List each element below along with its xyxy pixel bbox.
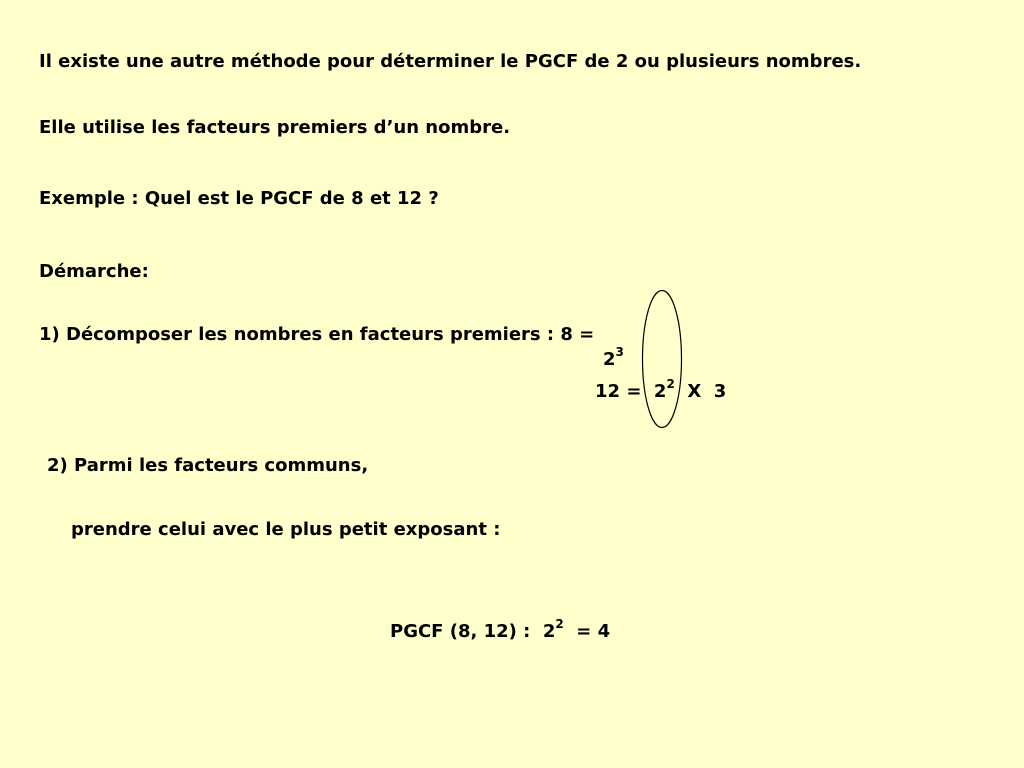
- step-2-continuation: prendre celui avec le plus petit exposant :: [71, 519, 501, 540]
- method-description: Elle utilise les facteurs premiers d’un nombre.: [39, 117, 511, 138]
- eight-base: 2: [603, 349, 616, 370]
- procedure-heading: Démarche:: [39, 261, 149, 282]
- twelve-exponent: 2: [666, 377, 675, 391]
- result-exponent: 2: [555, 617, 564, 631]
- twelve-prefix: 12 = 2: [595, 381, 667, 402]
- result-prefix: PGCF (8, 12) : 2: [390, 621, 556, 642]
- eight-factorization: [603, 345, 624, 371]
- step-1-text: 1) Décomposer les nombres en facteurs premiers : 8 =: [39, 324, 595, 345]
- result-suffix: = 4: [563, 621, 611, 642]
- intro-text: Il existe une autre méthode pour déterminer le PGCF de 2 ou plusieurs nombres.: [39, 51, 862, 72]
- eight-exponent: 3: [615, 345, 624, 359]
- step-2-text: 2) Parmi les facteurs communs,: [47, 455, 369, 476]
- example-question: Exemple : Quel est le PGCF de 8 et 12 ?: [39, 188, 439, 209]
- twelve-suffix: X 3: [674, 381, 727, 402]
- common-factor-ellipse: [641, 289, 683, 429]
- result-line: [390, 617, 611, 643]
